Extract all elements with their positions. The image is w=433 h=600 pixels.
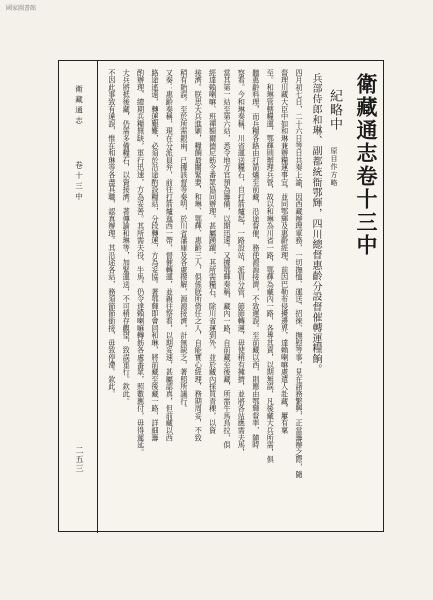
- body-column: 路途遙遠，轉運艱難，必須於沿途酌設糧站，分段轉運，方為妥協。著鄂輝即會同和琳，將前藏至後藏一路，詳細籌: [151, 69, 160, 442]
- section-title: [328, 89, 341, 209]
- body-column: 四月初七日，二十六日等日共奏上諭，因西藏辦理軍務，一切撫恤、運送、招徠、撫慰等事，見在諸務繁興，正當籌辦之際，隨: [295, 69, 304, 478]
- body-column: 大兵將抵後藏，仍需多備糧石，以資接濟。著傳諭和琳等，加緊運送，不可稍存觀望，致誤軍行。欽此。: [122, 69, 132, 405]
- section-note: 原目作方略: [330, 147, 338, 187]
- body-column: 至。和琳管轄糧運，鄂輝則辦理兵營，故以和琳為川省一路，鄂輝為藏內一路，各專其責，以期無誤，凡後藏大兵所需，俱: [266, 69, 276, 464]
- body-column: 經達賴喇嘛、班禪額爾德尼飭令番眾協同辦理，甚屬踴躍，其所需糧石，除川省運到外，並於藏內採買青稞，以資: [208, 69, 218, 434]
- body-column: 不因此事致有違誤，惟在和琳等各盡其職，認真辦理。其沿途各站，務須節節銜接，毋致停滯。欽此。: [107, 69, 117, 398]
- footer-volume: 卷十三中: [74, 161, 84, 203]
- section-name: 紀略中: [327, 89, 342, 131]
- body-column: 酌辦理，總期兵糧無缺，軍行迅速，方為妥善。其所需夫役、牛馬，仍令達賴喇嘛轉飭各處番眾，照數應付，毋得遲延。: [136, 69, 146, 456]
- body-column: 察看。今和琳奏稱，川省運送糧石，自打箭爐起，一路設站，派員分管，節節轉運，毋使稍有擁擠，並將各站應需夫馬，: [237, 69, 247, 456]
- column-divider: [97, 61, 98, 533]
- body-column: 督理川藏大臣中如和琳兼辦糧運事宜，並同鄂輝及惠齡經理，前因巴勒布侵擾邊界，達賴喇嘛處遣人赴藏，屢有稟: [280, 69, 290, 434]
- book-title: 衛藏通志卷十三中: [354, 73, 379, 257]
- footer-book-title: 衛藏通志: [74, 85, 84, 127]
- body-column: 接濟。朕思大兵進剿，糧餉最關緊要，和琳、鄂輝、惠齡三人，俱係朕所倚任之人，自能實心經理，務期周妥，不致: [194, 69, 204, 442]
- body-column: 當其第一站至第六站，悉令地方官預為籌備，以期迅速。又據鄂輝奏稱，藏內一路，自前藏至後藏，所需牛馬烏拉，俱: [223, 69, 232, 449]
- entry-heading: 兵部侍郎和琳、副都統衙鄂輝，四川總督惠齡分設督催轉運糧餉。: [310, 73, 321, 375]
- library-watermark: 國家圖書館: [6, 5, 37, 12]
- body-column: 又奏：惠齡奏稱，現在分派員弁，前往打箭爐迤西一帶，督催轉運，並親往察看，以期妥速，甚屬認真，但前藏以西: [165, 69, 175, 442]
- page-frame: [58, 60, 384, 532]
- body-column: 聽惠齡料理，而兵糧各路由打箭爐至前藏，沿途督催，務使源源接濟，不致遲誤。至前藏以西，則應由鄂輝督率，隨時: [251, 69, 261, 449]
- page-number: 二五三: [75, 446, 84, 473]
- body-column: 稍有貽誤。至於所需銀兩，已據該督等奏明，於川省藩庫及各處撥解，源源接濟，計無缺乏，著照所議行。: [179, 69, 189, 413]
